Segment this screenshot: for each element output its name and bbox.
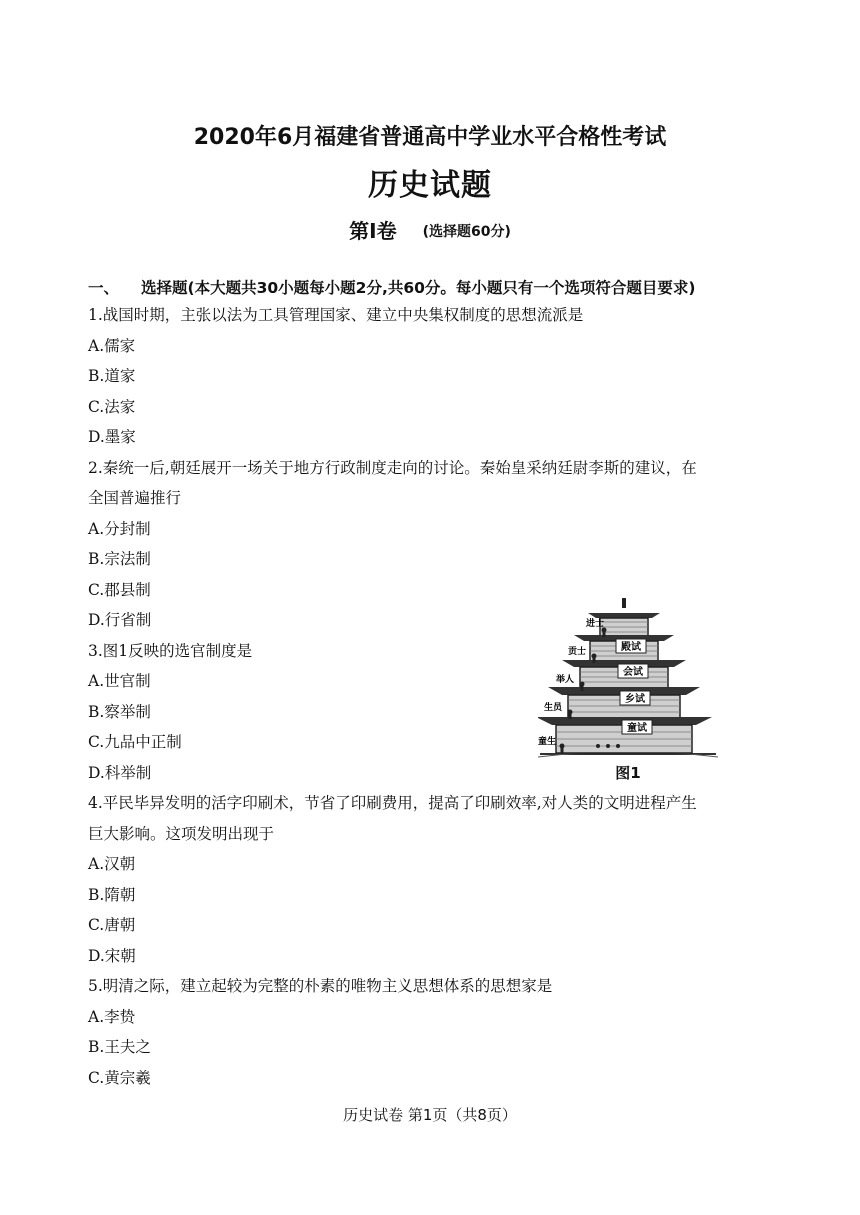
question-1 <box>88 300 778 453</box>
option-d: D.科举制 <box>88 763 152 782</box>
option-b: B.道家 <box>88 367 136 385</box>
question-stem-cont: 巨大影响。这项发明出现于 <box>88 824 275 843</box>
option-c: C.黄宗羲 <box>88 1068 151 1087</box>
question-stem: 1.战国时期，主张以法为工具管理国家、建立中央集权制度的思想流派是 <box>88 306 584 324</box>
rank-label-5: 童生 <box>538 737 556 747</box>
question-stem: 2.秦统一后,朝廷展开一场关于地方行政制度走向的讨论。秦始皇采纳廷尉李斯的建议，在 <box>88 458 697 477</box>
option-a: A.汉朝 <box>88 855 136 873</box>
page-footer: 历史试卷 第1页（共8页） <box>343 1106 517 1124</box>
option-c: C.唐朝 <box>88 916 136 934</box>
option-d: D.墨家 <box>88 428 136 446</box>
volume-label: 第Ⅰ卷 <box>349 219 397 243</box>
question-stem: 3.图1反映的选官制度是 <box>88 641 253 660</box>
question-5 <box>88 971 778 1093</box>
option-c: C.郡县制 <box>88 580 151 599</box>
volume-heading <box>0 215 860 244</box>
tier-label-1: 殿试 <box>621 642 641 653</box>
option-a: A.李贽 <box>88 1007 136 1026</box>
tier-label-4: 童试 <box>627 723 647 734</box>
option-b: B.宗法制 <box>88 550 151 568</box>
rank-label-1: 进士 <box>585 619 604 629</box>
option-a: A.儒家 <box>88 336 136 355</box>
tier-label-2: 会试 <box>623 667 643 678</box>
question-stem-cont: 全国普遍推行 <box>88 489 182 507</box>
rank-label-3: 举人 <box>555 675 574 685</box>
question-4 <box>88 788 778 971</box>
pagoda-illustration <box>538 596 718 761</box>
option-d: D.宋朝 <box>88 946 136 965</box>
question-stem: 5.明清之际，建立起较为完整的朴素的唯物主义思想体系的思想家是 <box>88 977 553 995</box>
figure-1 <box>538 596 718 786</box>
option-a: A.分封制 <box>88 519 151 538</box>
option-c: C.法家 <box>88 397 136 416</box>
option-b: B.王夫之 <box>88 1038 151 1056</box>
section-instruction: 选择题(本大题共30小题每小题2分,共60分。每小题只有一个选项符合题目要求) <box>141 279 696 297</box>
section-number: 一、 <box>88 279 120 297</box>
volume-note: (选择题60分) <box>422 224 511 240</box>
option-a: A.世官制 <box>88 672 151 690</box>
figure-caption: 图1 <box>615 764 641 782</box>
rank-label-2: 贡士 <box>567 647 586 657</box>
option-b: B.隋朝 <box>88 885 136 904</box>
option-b: B.察举制 <box>88 702 151 721</box>
tier-label-3: 乡试 <box>625 694 645 705</box>
question-stem: 4.平民毕异发明的活字印刷术，节省了印刷费用，提高了印刷效率,对人类的文明进程产生 <box>88 794 697 812</box>
rank-label-4: 生员 <box>543 703 562 713</box>
section-heading <box>88 276 788 298</box>
exam-title: 2020年6月福建省普通高中学业水平合格性考试 <box>193 125 667 150</box>
option-c: C.九品中正制 <box>88 733 182 751</box>
option-d: D.行省制 <box>88 611 152 629</box>
subject-title: 历史试题 <box>368 168 492 203</box>
